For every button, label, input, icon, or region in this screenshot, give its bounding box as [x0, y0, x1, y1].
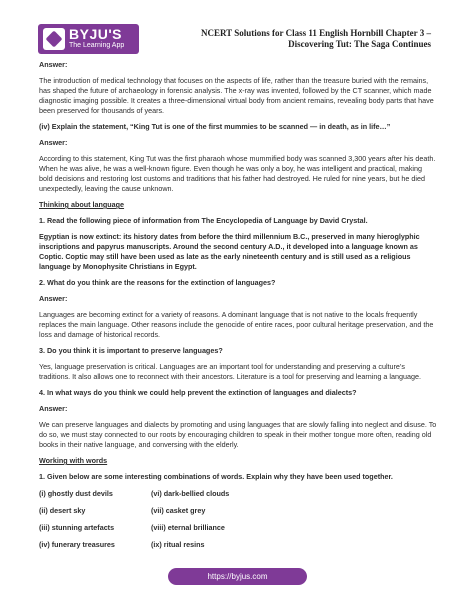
question-1: 1. Read the following piece of information from The Encyclopedia of Language by David Crystal. [39, 216, 368, 225]
word-pair-item: (iii) stunning artefacts [39, 523, 115, 532]
word-pair-item: (viii) eternal brilliance [151, 523, 225, 532]
byjus-logo-icon [43, 28, 65, 50]
word-combinations [39, 488, 437, 550]
words-question-1: 1. Given below are some interesting combinations of words. Explain why they have been used together. [39, 472, 393, 481]
logo-tagline: The Learning App [69, 42, 125, 49]
encyclopedia-passage: Egyptian is now extinct: its history dates from before the third millennium B.C., preserved in many hieroglyphic inscriptions and papyrus manuscripts. Around the second century A.D., it developed into a language known as Coptic. Coptic may still have been used as late as the early nineteenth century and is still used as a religious language by Monophysite Christians in Egypt. [39, 232, 420, 271]
word-pair-item: (vi) dark-bellied clouds [151, 489, 230, 498]
word-pair-item: (vii) casket grey [151, 506, 206, 515]
question-4: 4. In what ways do you think we could help prevent the extinction of languages and dialects? [39, 388, 357, 397]
logo-name: BYJU'S [69, 26, 123, 42]
document-title: NCERT Solutions for Class 11 English Hornbill Chapter 3 – Discovering Tut: The Saga Continues [201, 28, 431, 49]
answer-text: We can preserve languages and dialects by promoting and using languages that are slowly falling into neglect and disuse. To do so, we must stay connected to our roots by encouraging children to speak in their mother tongue more often, reading old books in their native language, and conversing with the elderly. [39, 420, 437, 449]
answer-text: The introduction of medical technology that focuses on the aspects of life, rather than the treasure buried with the remains, has shaped the future of archaeology in forensic analysis. The x-ray was invented, followed by the CT scanner, which made diagnostic imaging possible. It creates a three-dimensional virtual body from ancient remains, revealing body parts that have been preserved for thousands of years. [39, 76, 434, 115]
answer-text: Yes, language preservation is critical. Languages are an important tool for understanding and preserving a culture’s traditions. It also allows one to reconnect with their ancestors. Literature is a tool for preserving and learning a language. [39, 362, 421, 381]
answer-label: Answer: [39, 60, 68, 69]
section-heading-words: Working with words [39, 456, 108, 465]
word-pair-row [39, 522, 437, 533]
page-header [0, 0, 474, 56]
answer-text: According to this statement, King Tut was the first pharaoh whose mummified body was scanned 3,300 years after his death. When he was alive, he was a well-known figure. Even though he was only a boy, he was intelligent and practical, making bold decisions and restoring lost customs and traditions that his father had destroyed. He ruled for nine years, but he died unexpectedly, leaving the cause unknown. [39, 154, 436, 193]
question-2: 2. What do you think are the reasons for the extinction of languages? [39, 278, 276, 287]
word-pair-item: (ix) ritual resins [151, 540, 205, 549]
question-3: 3. Do you think it is important to preserve languages? [39, 346, 223, 355]
word-pair-item: (iv) funerary treasures [39, 540, 115, 549]
footer-link[interactable]: https://byjus.com [168, 568, 307, 585]
word-pair-row [39, 488, 437, 499]
answer-text: Languages are becoming extinct for a variety of reasons. A dominant language that is not native to the locals frequently replaces the main language. Other reasons include the genocide of entire races, poor cultural heritage preservation, and the loss and damage of historical records. [39, 310, 434, 339]
word-pair-item: (i) ghostly dust devils [39, 489, 113, 498]
question-iv: (iv) Explain the statement, “King Tut is one of the first mummies to be scanned — in death, as in life…” [39, 122, 391, 131]
word-pair-row [39, 505, 437, 516]
word-pair-item: (ii) desert sky [39, 506, 86, 515]
answer-label: Answer: [39, 294, 68, 303]
document-body [39, 60, 437, 556]
answer-label: Answer: [39, 404, 68, 413]
word-pair-row [39, 539, 437, 550]
byjus-logo[interactable] [38, 24, 139, 54]
answer-label: Answer: [39, 138, 68, 147]
section-heading-language: Thinking about language [39, 200, 125, 209]
